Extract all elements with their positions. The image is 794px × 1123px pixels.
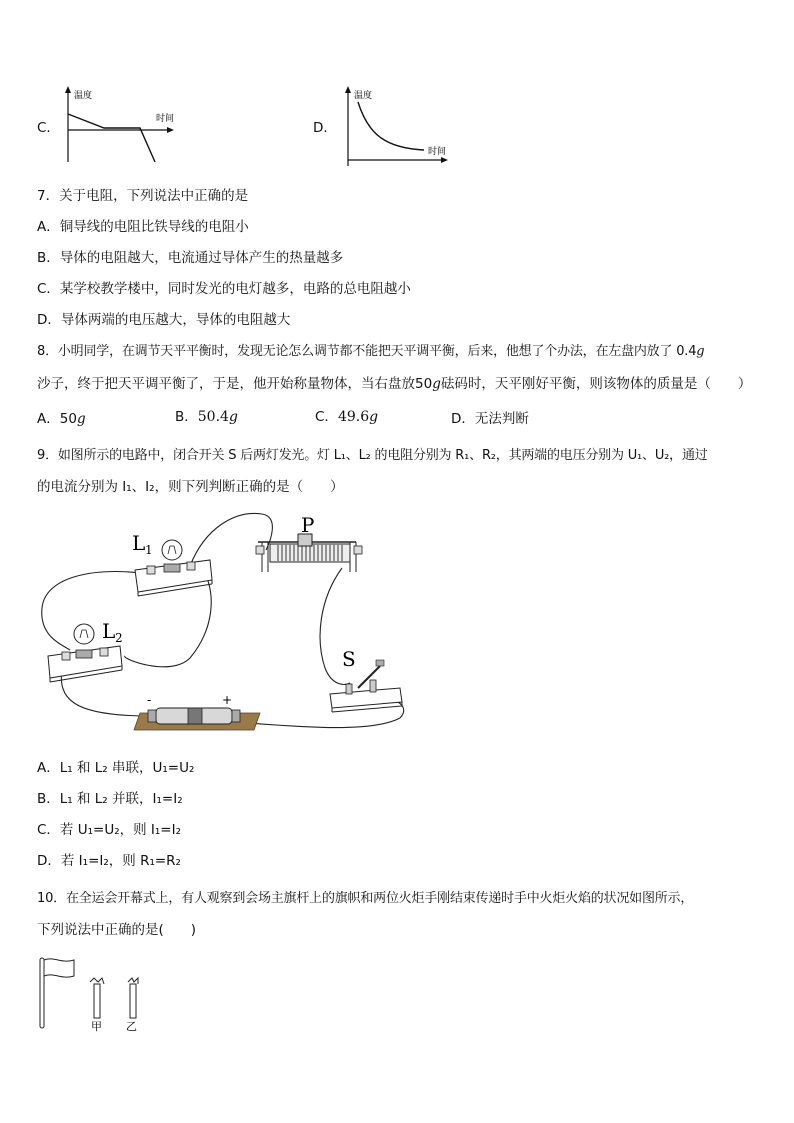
torch-yi: [130, 984, 136, 1018]
q8-line2-text: 沙子，终于把天平调平衡了，于是，他开始称量物体，当右盘放: [37, 376, 415, 392]
flag: [44, 959, 74, 977]
q9-line2: 的电流分别为 I₁、I₂，则下列判断正确的是（ ）: [37, 479, 344, 495]
graph-d-curve: [358, 102, 424, 150]
torch-jia-flame: [90, 978, 104, 984]
torch-yi-flame: [128, 978, 138, 984]
q8-option-b-unit: g: [228, 409, 238, 425]
option-c-label: C．: [37, 120, 60, 136]
q8-option-c-label: C．: [315, 409, 338, 425]
switch-base: [330, 688, 402, 708]
q7-option-a: A．铜导线的电阻比铁导线的电阻小: [37, 219, 249, 235]
graph-c-ylabel: 温度: [74, 91, 93, 101]
graph-d: [340, 84, 460, 168]
graph-c-x-arrow: [167, 127, 174, 133]
q8-option-b-label: B．: [175, 409, 198, 425]
q8-weight: 50: [415, 376, 433, 392]
q8-line2-tail: 砝码时，天平刚好平衡，则该物体的质量是（ ）: [440, 376, 752, 392]
wire-l1-rheostat: [190, 513, 272, 566]
q8-sand-mass: 0.4: [676, 344, 697, 359]
q8-option-c: [315, 407, 378, 427]
switch-s-label: S: [342, 647, 356, 671]
q8-option-a-value: 50: [59, 411, 77, 427]
q7-option-b: B．导体的电阻越大，电流通过导体产生的热量越多: [37, 250, 344, 266]
l2-bulb: [74, 624, 94, 644]
flag-torch-figure: [34, 952, 154, 1032]
graph-d-x-arrow: [441, 157, 448, 163]
rheostat-p-label: P: [301, 513, 315, 537]
wire-l1-l2: [42, 572, 150, 650]
q8-option-d: D．无法判断: [451, 411, 529, 427]
q8-option-c-value: 49.6: [337, 409, 370, 425]
torch-jia: [94, 984, 100, 1018]
q8-unit-g: g: [696, 344, 705, 359]
q9-option-b: B．L₁ 和 L₂ 并联，I₁=I₂: [37, 791, 183, 807]
q8-option-a-unit: g: [76, 411, 86, 427]
l2-label-sub: 2: [115, 631, 123, 645]
q7-option-c: C．某学校教学楼中，同时发光的电灯越多，电路的总电阻越小: [37, 281, 411, 297]
q10-line2: 下列说法中正确的是( ): [37, 922, 197, 938]
q8-option-c-unit: g: [369, 409, 379, 425]
q9-option-c: C．若 U₁=U₂，则 I₁=I₂: [37, 822, 182, 838]
q9-line1: 9．如图所示的电路中，闭合开关 S 后两灯发光。灯 L₁、L₂ 的电阻分别为 R₁、R₂，其两端的电压分别为 U₁、U₂，通过: [37, 448, 708, 463]
graph-d-xlabel: 时间: [428, 147, 447, 157]
q8-option-a: [37, 409, 86, 429]
flagpole: [40, 958, 44, 1028]
l2-label: L: [102, 619, 116, 643]
q9-option-d: D．若 I₁=I₂，则 R₁=R₂: [37, 853, 181, 869]
l1-label: L: [132, 531, 146, 555]
wire-l2-battery: [61, 668, 150, 716]
graph-c-curve: [68, 114, 155, 162]
graph-c-y-arrow: [65, 86, 71, 93]
q8-line1-text: 8．小明同学，在调节天平平衡时，发现无论怎么调节都不能把天平调平衡，后来，他想了个办法，在左盘内放了: [37, 344, 673, 359]
graph-c-xlabel: 时间: [156, 114, 175, 124]
q8-option-b-value: 50.4: [197, 409, 229, 425]
l1-bulb: [162, 540, 182, 560]
switch-lever: [358, 666, 380, 688]
torch-yi-label: 乙: [126, 1020, 137, 1032]
q7-option-d: D．导体两端的电压越大，导体的电阻越大: [37, 312, 291, 328]
torch-jia-label: 甲: [91, 1020, 102, 1032]
q7-stem: 7．关于电阻，下列说法中正确的是: [37, 188, 249, 204]
q8-line1: [37, 342, 704, 362]
battery-minus-label: -: [147, 693, 152, 707]
graph-d-y-arrow: [345, 86, 351, 93]
q8-line2: [37, 374, 751, 394]
graph-c: [60, 84, 190, 164]
q8-option-a-label: A．: [37, 411, 60, 427]
option-d-label: D．: [313, 120, 337, 136]
graph-d-ylabel: 温度: [354, 91, 373, 101]
q9-option-a: A．L₁ 和 L₂ 串联，U₁=U₂: [37, 760, 195, 776]
q8-weight-unit: g: [432, 376, 441, 392]
q10-line1: 10．在全运会开幕式上，有人观察到会场主旗杆上的旗帜和两位火炬手刚结束传递时手中火炬火焰的状况如图所示，: [37, 891, 694, 906]
circuit-figure: [30, 508, 420, 748]
l1-label-sub: 1: [145, 543, 153, 557]
battery-plus-label: +: [222, 693, 233, 707]
q8-option-b: [175, 407, 238, 427]
